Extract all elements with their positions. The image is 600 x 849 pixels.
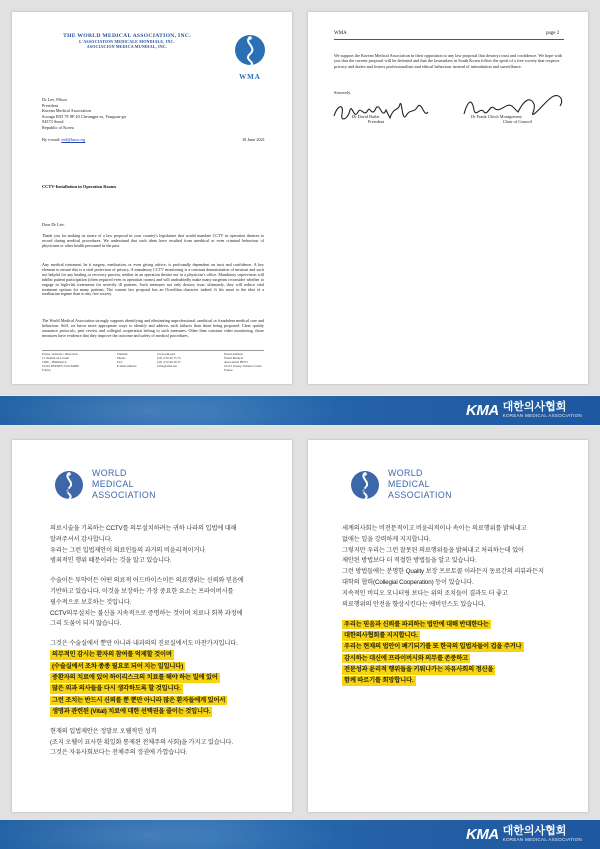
signer-1-name: Dr David Barbe	[352, 114, 380, 119]
wma-wordmark: WMA	[239, 73, 261, 81]
highlight-line-highlight: 많은 외과 의사들을 다시 생각하도록 할 것입니다.	[52, 685, 181, 693]
highlight-line-highlight: 전문성과 윤리적 행위들을 키워나가는 자유사회의 정신을	[344, 666, 494, 674]
footer-col-address	[42, 353, 79, 373]
footer-line: (33) 4 50 40 75 75	[157, 355, 181, 360]
footer-divider	[42, 350, 264, 351]
address-line: Scongu B/D 7F 8F 40 Cheongpa-ro, Yongsan-gu	[42, 113, 126, 119]
wma-wordmark: WMA	[57, 486, 81, 495]
signer-2-name: Dr Frank Ulrich Montgomery	[471, 114, 523, 119]
body-line	[50, 630, 280, 639]
wma-logo-text: WORLD MEDICAL ASSOCIATION	[92, 468, 156, 500]
kma-banner-bottom	[0, 820, 600, 849]
kma-logo-icon: KMA	[466, 402, 499, 419]
highlight-line-highlight: 함께 따르기를 희망합니다.	[344, 677, 414, 685]
highlight-line	[50, 695, 280, 706]
footer-line: France	[42, 367, 51, 372]
highlight-line-highlight: 우리는 믿음과 신뢰를 파괴하는 법안에 대해 반대한다는	[344, 620, 489, 628]
footer-line: wma@wma.net	[157, 363, 178, 368]
signer-1-role: President	[368, 119, 384, 124]
highlight-line-highlight: 대한의사협회를 지지합니다.	[344, 632, 418, 640]
address-line: Dr Lee, Pilsoo	[42, 97, 67, 102]
page2-body: We support the Korean Medical Association in their opposition to any law proposal that destroys trust and confidence. We hope with you that the current proposal will be defeated and that the lawmakers in South Korea follow the spirit of a free society that respects privacy and duties and fosters professionalism and ethical behaviour instead of intimidation and surveillance.	[334, 53, 562, 69]
body-line: 세계의사회는 비전문적이고 비윤리적이나 속이는 의료행위를 밝혀내고	[342, 525, 527, 532]
letter-subject: CCTV-Installation in Operation Rooms	[42, 184, 117, 189]
kma-brand: KMA 대한의사협회 KOREAN MEDICAL ASSOCIATION	[466, 401, 582, 419]
footer-line: Postal Address	[224, 352, 243, 356]
page-number: page 2	[546, 31, 560, 36]
footer-line: www.wma.net	[157, 352, 176, 356]
footer-line: Website:	[117, 352, 129, 356]
korean-page-1	[12, 440, 292, 812]
paragraph-3: The World Medical Association strongly supports identifying and eliminating unprofessional, unethical or fraudulent medical care and behaviour. Still, we know more appropriate ways to identify and address such failures than those being proposed. Clear quality assurance protocols, peer review and collegial cooperation belong to such measures. Other than constant video monitoring, those measures have evidence that they improve the outcome and safety of medical procedures.	[42, 318, 264, 338]
footer-line: 01212 Ferney-Voltaire Cedex	[224, 363, 262, 368]
body-line: 의료시술을 기록하는 CCTV를 의무설치하려는 귀하 나라의 입법에 대해	[50, 525, 237, 532]
letter-page-1	[12, 12, 292, 384]
highlight-line	[50, 661, 280, 672]
footer-line: 01210 FERNEY-VOLTAIRE	[42, 363, 80, 368]
signer-2-role: Chair of Council	[503, 119, 532, 124]
korean-page-2	[308, 440, 588, 812]
body-line: 현재의 입법제안은 정말로 오웰적인 성격	[50, 727, 157, 735]
highlight-line	[342, 676, 572, 687]
footer-line: Fax:	[117, 359, 123, 364]
page-header-left: WMA	[334, 31, 347, 36]
body-line: 알려주셔서 감사합니다.	[50, 535, 113, 543]
korean-body-2	[342, 524, 572, 687]
highlight-line	[50, 706, 280, 717]
highlight-line-highlight: 그런 조치는 반드시 신뢰를 뿐 뿐만 아니라 많은 환자들에게 있어서	[52, 696, 226, 704]
body-line: 그것은 자유사회보다는 전체주의 정권에 가깝습니다.	[50, 749, 188, 757]
address-line: President	[42, 102, 58, 108]
highlight-line-highlight: (수술실에서 조차 종종 필요로 되어 지는 일입니다)	[52, 662, 184, 670]
highlight-line-highlight: 생명과 관련된 (Vital) 치료에 대한 선택권을 줄이는 것입니다.	[52, 707, 211, 715]
address-line: 04373 Seoul	[42, 119, 64, 125]
body-line: 지속적인 비디오 모니터링 보다는 위의 조치들이 결과도 더 좋고	[342, 589, 508, 597]
highlight-line-highlight: 의무적인 감시는 환자의 참여를 억제할 것이며	[52, 651, 172, 659]
footer-line: (33) 4 50 40 59 37	[157, 359, 181, 364]
footer-line: E-mail address:	[117, 363, 137, 368]
footer-line: World Medical	[224, 355, 244, 360]
body-line: 대학의 협력(Collegial Cooperation) 등이 있습니다.	[342, 578, 474, 586]
highlight-line	[342, 653, 572, 664]
body-line: 그리 도움이 되지 않습니다.	[50, 620, 122, 628]
highlight-line	[342, 631, 572, 642]
kma-brand: KMA 대한의사협회 KOREAN MEDICAL ASSOCIATION	[466, 825, 582, 843]
body-line: CCTV의무설치는 불신을 지속적으로 증명하는 것이며 치료나 회복 과정에	[50, 609, 243, 617]
footer-line: France	[224, 367, 233, 372]
recipient-address	[42, 97, 126, 131]
footer-line: 13 chemin du Levant	[42, 355, 69, 360]
highlight-line	[50, 684, 280, 695]
salutation: Dear Dr Lee,	[42, 222, 65, 227]
footer-line: CIBC - Bâtiment A	[42, 359, 67, 364]
body-line: 그것은 수술실에서 뿐만 아니라 내과의의 진료실에서도 마찬가지입니다.	[50, 640, 238, 648]
body-line: 우리는 그런 입법제안이 의료인들의 과거의 비윤리적이거나	[50, 546, 206, 554]
highlight-line-highlight: 우리는 현재의 법안이 폐기되기를 또 한국의 입법자들이 겁을 주거나	[344, 643, 522, 651]
email-link[interactable]: intl@kma.org	[61, 137, 86, 142]
footer-col-values	[157, 353, 181, 369]
highlight-line-highlight: 중환자의 치료에 있어 하이리스크의 치료를 해야 하는 일에 있어	[52, 674, 218, 682]
letter-page-2	[308, 12, 588, 384]
body-line	[50, 567, 280, 576]
address-line: Republic of Korea	[42, 124, 74, 130]
header-rule	[334, 39, 564, 40]
highlight-line	[50, 650, 280, 661]
highlight-line	[342, 642, 572, 653]
highlight-line-highlight: 감시하는 대신에 프라이버시와 의무를 존중하고	[344, 654, 469, 662]
letter-date: 18 June 2021	[242, 137, 265, 142]
email-line: By e-mail: intl@kma.org	[42, 137, 86, 142]
footer-line: Postal / Adresse / Dirección	[42, 352, 78, 356]
highlight-line	[342, 619, 572, 630]
korean-body-1	[50, 524, 280, 759]
footer-line: Association BP 63	[224, 359, 248, 364]
wma-logo-text: WORLD MEDICAL ASSOCIATION	[388, 468, 452, 500]
org-name: THE WORLD MEDICAL ASSOCIATION, INC. L'ASSOCIATION MEDICALE MONDIALE, INC. ASOCIACION MEDICA MUNDIAL, INC.	[63, 33, 191, 49]
kma-logo-icon: KMA	[466, 826, 499, 843]
body-line: 없애는 일을 강력하게 지지합니다.	[342, 535, 431, 543]
wma-wordmark: WMA	[353, 486, 377, 495]
footer-col-postal	[224, 353, 262, 373]
body-line: 수술이든 투약이든 어떤 의료적 어드바이스이든 의료행위는 신뢰와 믿음에	[50, 577, 244, 585]
body-line: 제안된 방법보다 더 적절한 방법들을 알고 있습니다.	[342, 557, 477, 565]
body-line: 기반하고 있습니다. 이것을 보장하는 가장 중요한 요소는 프라이버시를	[50, 587, 234, 595]
paragraph-1: Thank you for making us aware of a law proposal in your country's legislature that would mandate CCTV in operation theatres to record during medical procedures. We understand that such ideas have resulted from unethical or even criminal behaviour of physicians or other health personnel in the past.	[42, 233, 264, 248]
highlight-line	[342, 665, 572, 676]
body-line: 필수적으로 보호하는 것입니다.	[50, 598, 132, 606]
footer-line: Phone:	[117, 355, 126, 360]
paragraph-2: Any medical treatment, be it surgery, medication, or even giving advice, is profoundly dependent on trust and confidence. A key element to ensure this is a vital protection of privacy. A mandatory CCTV monitoring is a constant demonstration of mistrust and such not helpful for any healing or recovery process, neither in an operation theatre nor in a physician's office. Mandatory supervision will inhibit patient participation (often required even in operation rooms) and will undoubtedly make many surgeons reconsider whether to engage in high-risk treatments for severely ill patients. Such measures not only destroy trust; ultimately, they will reduce vital treatment options for many patients. The current law proposal has an Orwellian character indeed. It fits more to the idea of a totalitarian regime than to any free society.	[42, 262, 264, 297]
kma-banner-top	[0, 396, 600, 425]
body-line: (조지 오웰이 묘사한 획일화 통제된 전체주의 사회)을 가지고 있습니다.	[50, 738, 233, 746]
body-line: 그런 방법들에는 분명한 Quality 보장 프로토콜 이라든지 동료간의 리뷰라든지	[342, 568, 544, 576]
body-line: 범죄적인 행위 때문이라는 것을 알고 있습니다.	[50, 557, 172, 565]
body-line: 의료행위의 안전을 향상시킨다는 에비던스도 있습니다.	[342, 600, 486, 608]
highlight-line	[50, 673, 280, 684]
body-line: 그렇지만 우리는 그런 잘못된 의료행위들을 밝혀내고 처리하는데 있어	[342, 546, 524, 554]
sign-off: Sincerely,	[334, 90, 352, 95]
footer-col-labels	[117, 353, 137, 369]
address-line: Korean Medical Association	[42, 108, 91, 114]
